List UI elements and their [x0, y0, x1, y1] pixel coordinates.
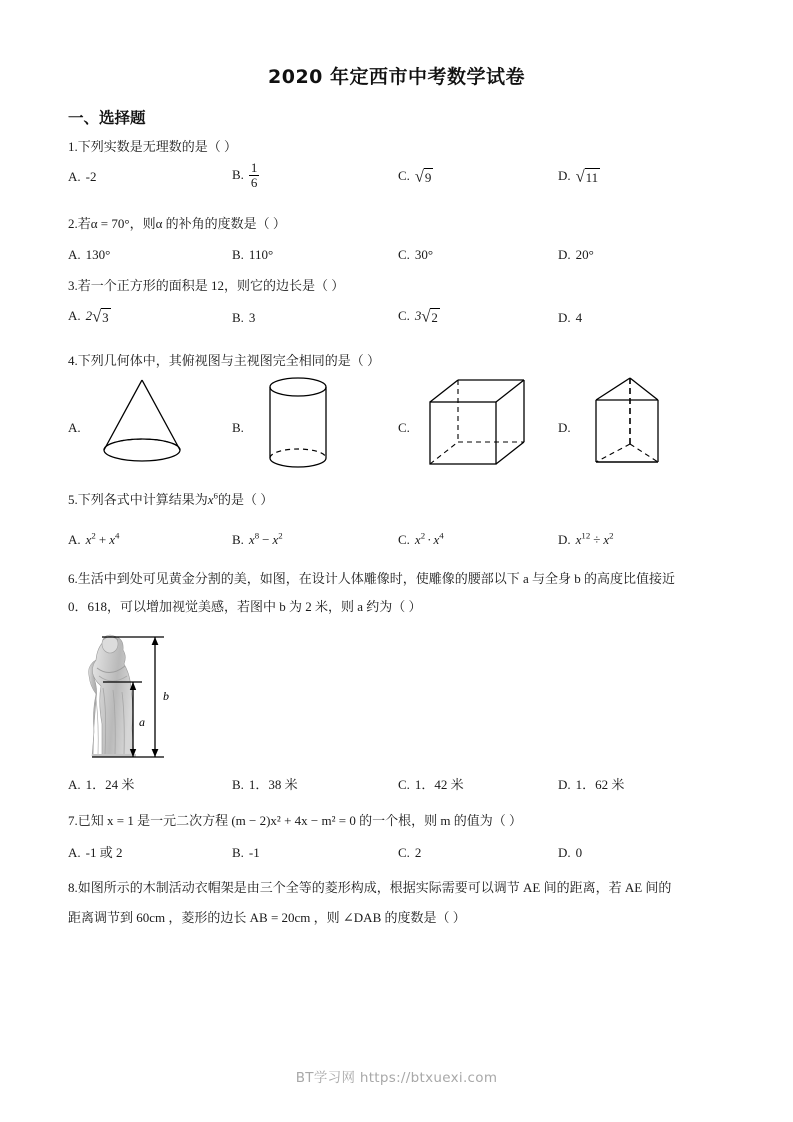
expr-operator: −: [262, 532, 270, 547]
question-2-option-d[interactable]: [558, 246, 594, 264]
question-1-option-c[interactable]: [398, 167, 433, 186]
question-1-option-b[interactable]: [232, 162, 259, 190]
question-8-stem-line-2: 距离调节到 60cm ，菱形的边长 AB = 20cm ，则 ∠DAB 的度数是（ ）: [68, 910, 466, 925]
question-4-option-b-label[interactable]: B.: [232, 420, 244, 435]
cube-shape: [424, 374, 528, 470]
question-5-stem: [68, 491, 273, 509]
option-label: C.: [398, 532, 410, 547]
option-label: C.: [398, 777, 410, 792]
expr-exp-1: 2: [91, 530, 96, 541]
expr-base-1: x: [575, 532, 582, 547]
stem-text-before: 5.下列各式中计算结果为: [68, 492, 208, 507]
option-label: B.: [232, 310, 244, 325]
option-label: B.: [232, 845, 244, 860]
question-6-figure: [72, 628, 187, 766]
expr-exp-1: 2: [420, 530, 426, 541]
option-value: 30°: [414, 247, 434, 262]
expr-operator: ·: [427, 532, 432, 547]
triangular-prism-shape: [586, 374, 670, 470]
expr-exp-2: 4: [114, 530, 120, 541]
question-4-figures: [0, 368, 793, 476]
option-label: A.: [68, 308, 81, 323]
question-7-stem: 7.已知 x = 1 是一元二次方程 (m − 2)x² + 4x − m² = 0 的一个根，则 m 的值为（ ）: [68, 813, 522, 828]
page-title: 2020 年定西市中考数学试卷: [268, 66, 525, 88]
dimension-label-b: b: [163, 689, 169, 703]
expr-base-2: x: [272, 532, 279, 547]
question-1-stem: 1.下列实数是无理数的是（ ）: [68, 139, 238, 154]
option-label: C.: [398, 168, 410, 183]
option-value: 20°: [575, 247, 594, 262]
option-label: D.: [558, 532, 571, 547]
option-label: C.: [398, 845, 410, 860]
option-label: C.: [398, 308, 410, 323]
expr-base-1: x: [248, 532, 255, 547]
stem-text-after: 的是（ ）: [217, 492, 274, 507]
option-value: 110°: [248, 247, 274, 262]
option-label: D.: [558, 845, 571, 860]
option-label: A.: [68, 247, 81, 262]
section-heading: 一、选择题: [68, 109, 146, 127]
option-label: D.: [558, 310, 571, 325]
question-6-option-a[interactable]: [68, 776, 134, 794]
question-6-option-c[interactable]: [398, 776, 464, 794]
question-2-option-a[interactable]: [68, 246, 110, 264]
question-6-option-d[interactable]: [558, 776, 624, 794]
site-watermark: BT学习网 https://btxuexi.com: [295, 1070, 498, 1086]
question-8-stem-line-1: 8.如图所示的木制活动衣帽架是由三个全等的菱形构成，根据实际需要可以调节 AE 间的距离，若 AE 间的: [68, 880, 672, 895]
option-value: 2: [414, 845, 422, 860]
option-label: D.: [558, 168, 571, 183]
option-label: B.: [232, 532, 244, 547]
option-value: 3: [248, 310, 256, 325]
option-value: 4: [575, 310, 583, 325]
question-5-option-c[interactable]: [398, 531, 444, 549]
question-2-stem: 2.若α = 70°，则α 的补角的度数是（ ）: [68, 216, 286, 231]
golden-ratio-statue-diagram: [72, 628, 187, 766]
stem-exponent: 6: [213, 490, 218, 501]
option-label: A.: [68, 845, 81, 860]
dimension-label-a: a: [139, 715, 145, 729]
option-value: 1．38 米: [248, 777, 298, 792]
question-3-option-c[interactable]: [398, 307, 440, 326]
expr-base-2: x: [109, 532, 115, 547]
option-value: -2: [85, 169, 97, 184]
expr-base-1: x: [414, 532, 421, 547]
question-5-option-a[interactable]: [68, 531, 119, 549]
option-label: A.: [68, 169, 81, 184]
question-7-option-a[interactable]: [68, 844, 122, 862]
coefficient: 3: [414, 308, 422, 323]
option-label: A.: [68, 532, 81, 547]
option-label: B.: [232, 777, 244, 792]
option-value: 1．24 米: [85, 777, 135, 792]
option-label: B.: [232, 167, 244, 183]
question-5-option-b[interactable]: [232, 531, 283, 549]
question-3-stem: 3.若一个正方形的面积是 12，则它的边长是（ ）: [68, 278, 345, 293]
sqrt-11: √ 11: [575, 166, 599, 186]
option-label: A.: [68, 777, 81, 792]
cone-shape: [96, 374, 188, 470]
question-7-option-c[interactable]: [398, 844, 421, 862]
option-value: 1．42 米: [414, 777, 464, 792]
cylinder-shape: [262, 374, 334, 472]
question-4-option-c-label[interactable]: C.: [398, 420, 410, 435]
expr-operator: ÷: [593, 532, 601, 547]
question-6-stem-line-2: 0．618，可以增加视觉美感，若图中 b 为 2 米，则 a 约为（ ）: [68, 599, 422, 614]
expr-exp-2: 4: [439, 530, 444, 541]
question-4-option-d-label[interactable]: D.: [558, 420, 571, 435]
expr-exp-2: 2: [609, 530, 614, 541]
option-label: D.: [558, 777, 571, 792]
option-value: 0: [575, 845, 583, 860]
question-3-option-d[interactable]: [558, 309, 582, 327]
question-2-option-c[interactable]: [398, 246, 433, 264]
sqrt-9: √ 9: [414, 166, 432, 186]
sqrt-2: √ 2: [421, 306, 438, 326]
option-value: -1: [248, 845, 260, 860]
question-1-option-d[interactable]: [558, 167, 600, 186]
question-7-option-b[interactable]: [232, 844, 260, 862]
stem-variable: x: [207, 492, 214, 507]
expr-base-2: x: [433, 532, 440, 547]
expr-operator: +: [98, 532, 107, 547]
expr-exp-1: 8: [254, 530, 260, 541]
option-value: 130°: [85, 247, 111, 262]
statue-silhouette: [89, 635, 137, 757]
option-label: B.: [232, 247, 244, 262]
expr-exp-2: 2: [278, 530, 283, 541]
question-3-option-a[interactable]: [68, 307, 111, 326]
expr-exp-1: 12: [581, 530, 591, 541]
question-4-option-a-label[interactable]: A.: [68, 420, 81, 435]
expr-base-1: x: [85, 532, 92, 547]
question-6-stem-line-1: 6.生活中到处可见黄金分割的美，如图，在设计人体雕像时，使雕像的腰部以下 a 与全身 b 的高度比值接近: [68, 571, 676, 586]
expr-base-2: x: [603, 532, 610, 547]
question-7-option-d[interactable]: [558, 844, 582, 862]
option-label: C.: [398, 247, 410, 262]
coefficient: 2: [85, 308, 93, 323]
sqrt-3: √ 3: [92, 306, 109, 326]
option-label: D.: [558, 247, 571, 262]
option-value: 1．62 米: [575, 777, 625, 792]
fraction-one-sixth: $\frac{1}{6}$: [250, 160, 258, 190]
question-4-stem: 4.下列几何体中，其俯视图与主视图完全相同的是（ ）: [68, 353, 381, 368]
question-5-option-d[interactable]: [558, 531, 614, 549]
question-3-option-b[interactable]: [232, 309, 255, 327]
question-2-option-b[interactable]: [232, 246, 273, 264]
option-value: -1 或 2: [85, 845, 123, 860]
question-6-option-b[interactable]: [232, 776, 298, 794]
question-1-option-a[interactable]: [68, 168, 96, 186]
